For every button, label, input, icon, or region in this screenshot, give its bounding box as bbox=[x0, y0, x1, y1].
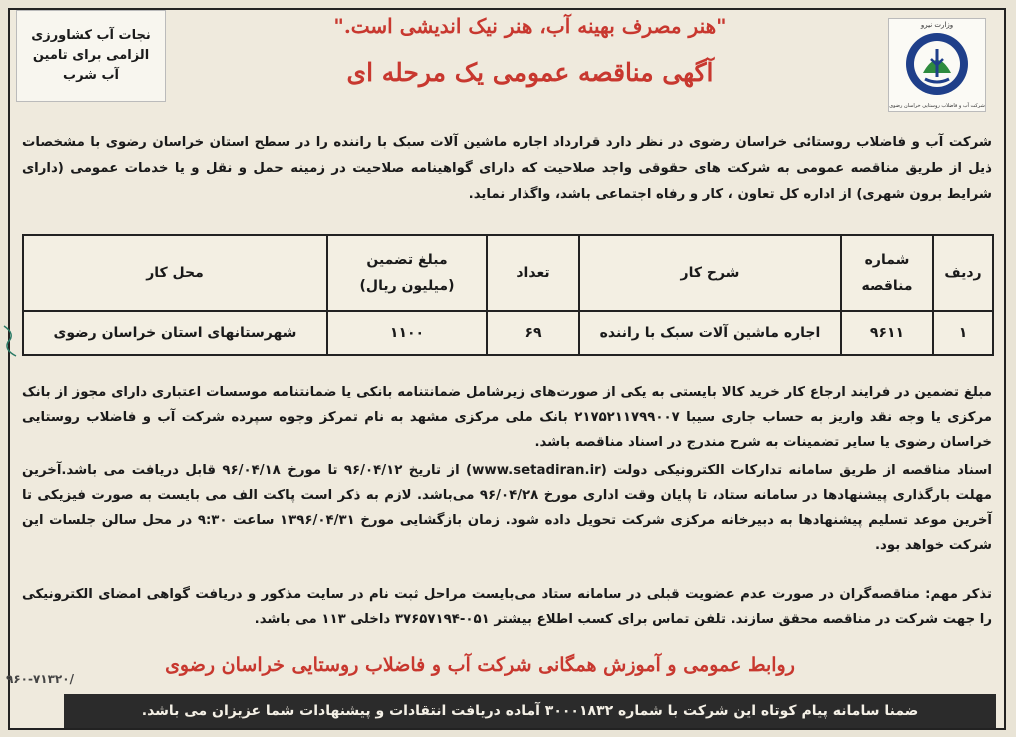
side-box-line: الزامی برای تامین bbox=[32, 47, 150, 63]
footer-text: ضمنا سامانه پیام کوتاه این شرکت با شماره ۳۰۰۰۱۸۳۲ آماده دریافت انتقادات و پیشنهادات شما عزیزان می باشد. bbox=[141, 703, 919, 719]
logo-caption-top: وزارت نیرو bbox=[920, 21, 954, 29]
header-count: تعداد bbox=[487, 235, 579, 311]
important-notice-paragraph: تذکر مهم: مناقصه‌گران در صورت عدم عضویت قبلی در سامانه ستاد می‌بایست مراحل ثبت نام در سایت مذکور و دریافت گواهی امضای الکترونیکی را جهت شرکت در مناقصه محقق سازند. تلفن تماس برای کسب اطلاع بیشتر ۰۵۱-۳۷۶۵۷۱۹۴ داخلی ۱۱۳ می باشد. bbox=[22, 587, 992, 627]
header-line: شماره bbox=[864, 252, 910, 268]
header-line: مبلغ تضمین bbox=[366, 252, 448, 268]
header-guarantee-amount bbox=[327, 235, 487, 311]
cell-count: ۶۹ bbox=[487, 311, 579, 355]
cell-tender-number: ۹۶۱۱ bbox=[841, 311, 933, 355]
documents-paragraph: اسناد مناقصه از طریق سامانه تدارکات الکترونیکی دولت (www.setadiran.ir) از تاریخ ۹۶/۰۴/۱۲ تا مورخ ۹۶/۰۴/۱۸ قابل دریافت می باشد.آخرین مهلت بارگذاری پیشنهادها در سامانه ستاد، تا پایان وقت اداری مورخ ۹۶/۰۴/۲۸ می‌باشد. لازم به ذکر است پاکت الف می بایست به صورت فیزیکی تا آخرین موعد تسلیم پیشنهادها به دبیرخانه مرکزی شرکت تحویل داده شود. زمان بازگشایی مورخ ۱۳۹۶/۰۴/۳۱ ساعت ۹:۳۰ در محل سالن جلسات این شرکت خواهد بود. bbox=[22, 463, 993, 553]
sms-footer-bar bbox=[64, 694, 996, 728]
cell-location: شهرستانهای استان خراسان رضوی bbox=[23, 311, 327, 355]
slogan: "هنر مصرف بهینه آب، هنر نیک اندیشی است." bbox=[333, 14, 727, 38]
cell-guarantee-amount: ۱۱۰۰ bbox=[327, 311, 487, 355]
side-box-line: نجات آب کشاورزی bbox=[31, 27, 151, 43]
header-row-number: ردیف bbox=[933, 235, 993, 311]
guarantee-paragraph: مبلغ تضمین در فرایند ارجاع کار خرید کالا بایستی به یکی از صورت‌های زیرشامل ضمانتنامه بانکی یا ضمانتنامه موسسات اعتباری دارای مجوز از بانک مرکزی یا وجه نقد واریز به حساب جاری سیبا ۲۱۷۵۲۱۱۷۹۹۰۰۷ بانک ملی مرکزی مشهد به نام تمرکز وجوه سپرده شرکت آب و فاضلاب روستایی خراسان رضوی یا سایر تضمینات به شرح مندرج در اسناد مناقصه باشد. bbox=[22, 385, 992, 450]
ministry-logo bbox=[888, 18, 986, 112]
header-line: (میلیون ریال) bbox=[359, 278, 455, 294]
margin-mark-icon bbox=[2, 320, 26, 360]
water-saving-box bbox=[16, 10, 166, 102]
header-tender-number bbox=[841, 235, 933, 311]
table-row bbox=[23, 311, 993, 355]
cell-description: اجاره ماشین آلات سبک با راننده bbox=[579, 311, 841, 355]
header-line: مناقصه bbox=[861, 278, 913, 294]
margin-code: ۹۶۰-۷۱۳۲۰/ bbox=[6, 672, 74, 686]
ministry-logo-icon bbox=[901, 31, 973, 97]
intro-paragraph: شرکت آب و فاضلاب روستائی خراسان رضوی در نظر دارد قرارداد اجاره ماشین آلات سبک با راننده را در سطح استان خراسان رضوی با مشخصات ذیل از طریق مناقصه عمومی به شرکت های حقوقی واجد صلاحیت که دارای گواهینامه صلاحیت در زمینه حمل و نقل و یا خدمات عمومی (دارای شرایط برون شهری) از اداره کل تعاون ، کار و رفاه اجتماعی باشد، واگذار نماید. bbox=[22, 135, 992, 202]
tender-table bbox=[22, 234, 994, 356]
table-header-row bbox=[23, 235, 993, 311]
cell-row-number: ۱ bbox=[933, 311, 993, 355]
side-box-line: آب شرب bbox=[63, 68, 119, 84]
header-description: شرح کار bbox=[579, 235, 841, 311]
logo-caption-bottom: شرکت آب و فاضلاب روستایی خراسان رضوی bbox=[889, 103, 985, 109]
public-relations-signature: روابط عمومی و آموزش همگانی شرکت آب و فاضلاب روستایی خراسان رضوی bbox=[165, 654, 795, 676]
header-location: محل کار bbox=[23, 235, 327, 311]
page-title: آگهی مناقصه عمومی یک مرحله ای bbox=[346, 58, 714, 87]
